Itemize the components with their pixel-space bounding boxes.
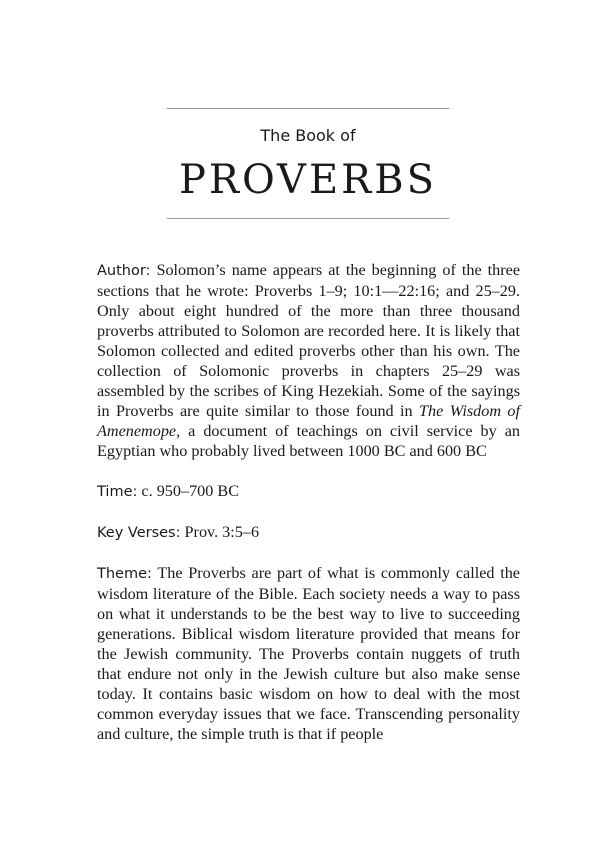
title-top-rule xyxy=(167,108,449,109)
theme-text: The Proverbs are part of what is commonly called the wisdom literature of the Bible. Each society needs a way to pass on what it understands to be the best way to live to succeeding generations. Biblical wisdom literature provided that means for the Jewish community. The Proverbs contain nuggets of truth that endure not only in the Jewish culture but also make sense today. It contains basic wisdom on how to deal with the most common everyday issues that we face. Transcending personality and culture, the simple truth is that if people xyxy=(97,564,520,743)
title-bottom-rule xyxy=(167,218,449,219)
author-italic-title: The Wisdom of Amenemope xyxy=(97,402,521,440)
author-text-1: Solomon’s name appears at the beginning of the three sections that he wrote: Proverbs 1–9; 10:1—22:16; and 25–29. Only about eight hundred of the more than three thousand proverbs attributed to Solomon are recorded here. It is likely that Solomon collected and edited proverbs other than his own. The collection of Solomonic proverbs in chapters 25–29 was assembled by the scribes of King Hezekiah. Some of the sayings in Proverbs are quite similar to those found in xyxy=(97,261,520,420)
author-label: Author: xyxy=(97,263,151,279)
book-title: PROVERBS xyxy=(178,157,438,203)
author-text-2: , a document of teachings on civil service by an Egyptian who probably lived between 1000 BC and 600 BC xyxy=(97,422,520,460)
theme-paragraph xyxy=(97,563,520,744)
author-paragraph xyxy=(97,260,520,461)
intro-body xyxy=(97,260,520,764)
time-paragraph xyxy=(97,481,520,502)
key-verses-label: Key Verses: xyxy=(97,525,181,541)
book-of-label: The Book of xyxy=(260,126,356,145)
time-text: c. 950–700 BC xyxy=(137,482,239,500)
time-label: Time: xyxy=(97,484,138,500)
key-verses-text: Prov. 3:5–6 xyxy=(180,523,260,541)
theme-label: Theme: xyxy=(97,566,152,582)
key-verses-paragraph xyxy=(97,522,520,543)
